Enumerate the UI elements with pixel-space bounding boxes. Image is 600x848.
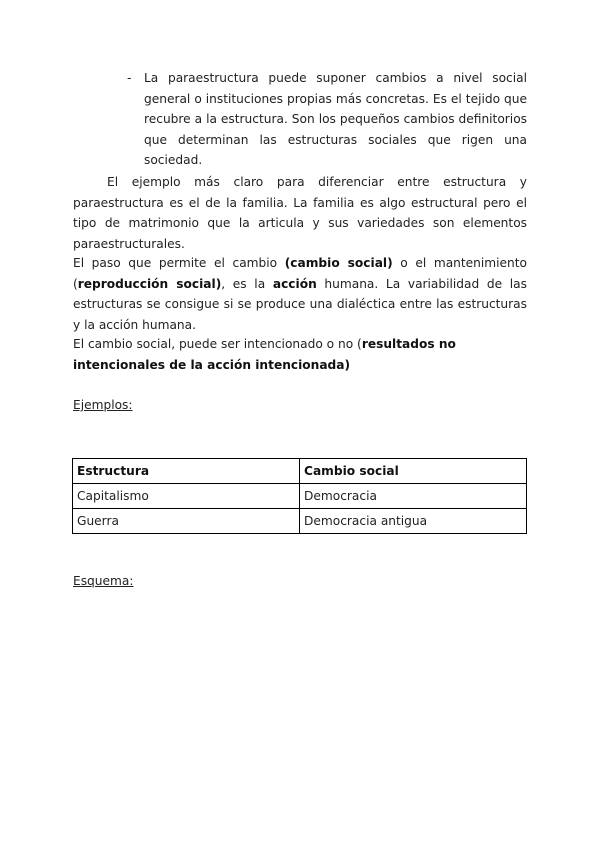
table-row xyxy=(73,509,527,534)
bold-cambio-social: (cambio social) xyxy=(284,256,393,270)
paragraph-intencionado xyxy=(73,334,527,375)
text-run: , es la xyxy=(221,276,273,291)
table-cell: Democracia xyxy=(300,484,527,509)
heading-esquema: Esquema: xyxy=(73,574,134,588)
text-run: El cambio social, puede ser intencionado o no ( xyxy=(73,337,362,351)
header-cambio-social: Cambio social xyxy=(300,459,527,484)
heading-ejemplos: Ejemplos: xyxy=(73,398,133,412)
text-run: humana. La variabilidad de las estructuras se consigue si se produce una dialéctica entre las estructuras y la acción humana. xyxy=(73,276,527,332)
header-estructura: Estructura xyxy=(73,459,300,484)
paragraph-familia: El ejemplo más claro para diferenciar entre estructura y paraestructura es el de la familia. La familia es algo estructural pero el tipo de matrimonio que la articula y sus variedades son elementos paraestructurales. xyxy=(73,175,527,251)
bold-reproduccion-social: reproducción social) xyxy=(77,276,222,291)
table-cell: Guerra xyxy=(73,509,300,534)
text-run: o el mantenimiento ( xyxy=(73,256,527,291)
paragraph-cambio xyxy=(73,253,527,335)
table-row xyxy=(73,484,527,509)
bullet-text: La paraestructura puede suponer cambios a nivel social general o instituciones propias más concretas. Es el tejido que recubre a la estructura. Son los pequeños cambios definitorios que determinan las estructuras sociales que rigen una sociedad. xyxy=(144,71,527,167)
table-cell: Capitalismo xyxy=(73,484,300,509)
examples-table xyxy=(72,458,527,534)
bold-accion: acción xyxy=(272,276,317,291)
bold-resultados: resultados no intencionales de la acción intencionada) xyxy=(73,337,456,372)
bullet-dash: - xyxy=(127,71,132,85)
table-cell: Democracia antigua xyxy=(300,509,527,534)
table-header-row xyxy=(73,459,527,484)
text-run: El paso que permite el cambio xyxy=(73,256,285,270)
